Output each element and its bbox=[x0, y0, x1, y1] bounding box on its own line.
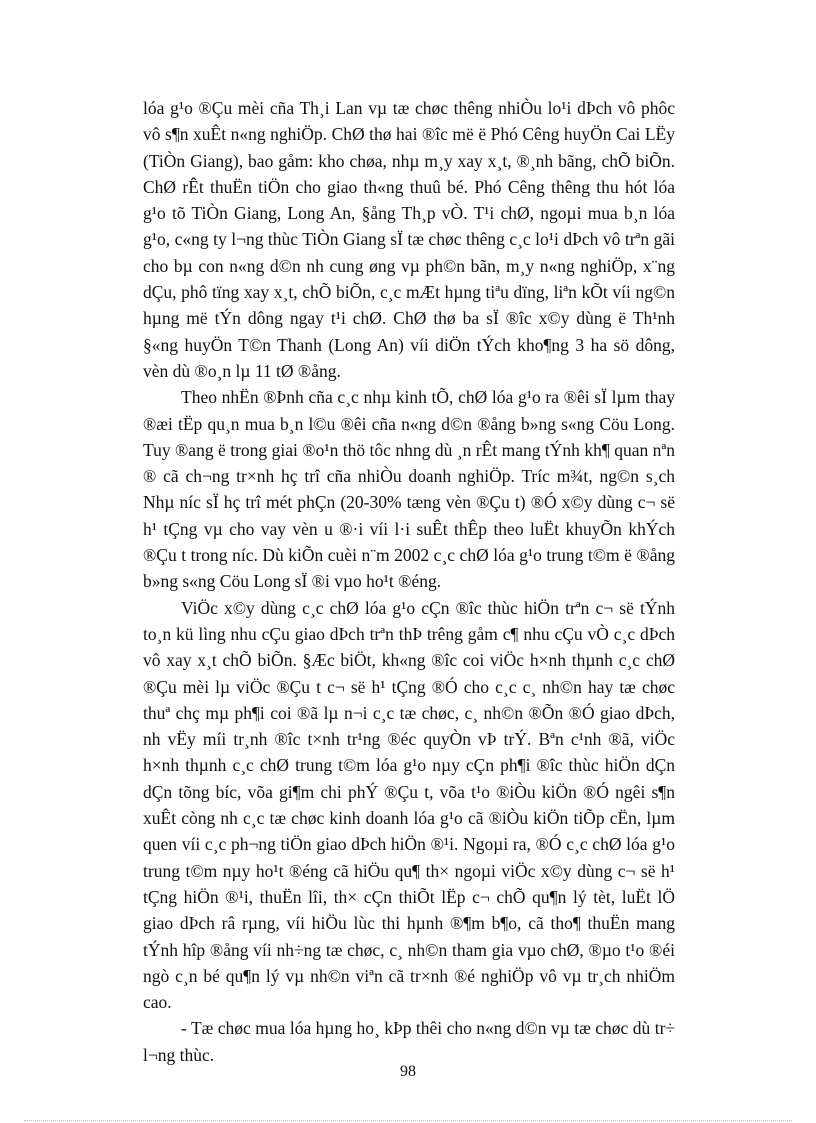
paragraph-economist-opinion: Theo nhËn ®Þnh cña c¸c nhµ kinh tÕ, chØ lóa g¹o ra ®êi sÏ lµm thay ®æi tËp qu¸n mua b¸n l©u ®êi cña n«ng d©n ®ång b»ng s«ng Cöu Long. Tuy ®ang ë trong giai ®o¹n thö tôc nhng dù ¸n rÊt mang tÝnh kh¶ quan nªn ® cã ch¬ng tr×nh hç trî cña nhiÒu doanh nghiÖp. Tríc m¾t, ng©n s¸ch Nhµ níc sÏ hç trî mét phÇn (20-30% tæng vèn ®Çu t) ®Ó x©y dùng c¬ së h¹ tÇng vµ cho vay vèn u ®·i víi l·i suÊt thÊp theo luËt khuyÕn khÝch ®Çu t trong níc. Dù kiÕn cuèi n¨m 2002 c¸c chØ lóa g¹o trung t©m ë ®ång b»ng s«ng Cöu Long sÏ ®i vµo ho¹t ®éng. bbox=[143, 387, 675, 592]
paragraph-market-construction: ViÖc x©y dùng c¸c chØ lóa g¹o cÇn ®îc thùc hiÖn trªn c¬ së tÝnh to¸n kü lìng nhu cÇu giao dÞch trªn thÞ trêng gåm c¶ nhu cÇu vÒ c¸c dÞch vô xay x¸t chÕ biÕn. §Æc biÖt, kh«ng ®îc coi viÖc h×nh thµnh c¸c chØ ®Çu mèi lµ viÖc ®Çu t c¬ së h¹ tÇng ®Ó cho c¸c c¸ nh©n hay tæ chøc thuª chç mµ ph¶i coi ®ã lµ n¬i c¸c tæ chøc, c¸ nh©n ®Õn ®Ó giao dÞch, nh vËy míi tr¸nh ®îc t×nh tr¹ng ®éc quyÒn vÞ trÝ. Bªn c¹nh ®ã, viÖc h×nh thµnh c¸c chØ trung t©m lóa g¹o nµy cÇn ph¶i ®îc thùc hiÖn dÇn dÇn tõng bíc, võa gi¶m chi phÝ ®Çu t, võa t¹o ®iÒu kiÖn ®Ó ngêi s¶n xuÊt còng nh c¸c tæ chøc kinh doanh lóa g¹o cã ®iÒu kiÖn tiÕp cËn, lµm quen víi c¸c ph¬ng tiÖn giao dÞch hiÖn ®¹i. Ngoµi ra, ®Ó c¸c chØ lóa g¹o trung t©m nµy ho¹t ®éng cã hiÖu qu¶ th× ngoµi viÖc x©y dùng c¬ së h¹ tÇng hiÖn ®¹i, thuËn lîi, th× cÇn thiÕt lËp c¬ chÕ qu¶n lý tèt, luËt lÖ giao dÞch râ rµng, víi hiÖu lùc thi hµnh ®¶m b¶o, cã tho¶ thuËn mang tÝnh hîp ®ång víi nh÷ng tæ chøc, c¸ nh©n tham gia vµo chØ, ®µo t¹o ®éi ngò c¸n bé qu¶n lý vµ nh©n viªn cã tr×nh ®é nghiÖp vô vµ tr¸ch nhiÖm cao. bbox=[143, 597, 675, 1013]
paragraph-purchase-organization: - Tæ chøc mua lóa hµng ho¸ kÞp thêi cho n«ng d©n vµ tæ chøc dù tr÷ l¬ng thùc. bbox=[143, 1018, 675, 1065]
paragraph-market-services: lóa g¹o ®Çu mèi cña Th¸i Lan vµ tæ chøc thêng nhiÒu lo¹i dÞch vô phôc vô s¶n xuÊt n«ng nghiÖp. ChØ thø hai ®îc më ë Phó Cêng huyÖn Cai LËy (TiÒn Giang), bao gåm: kho chøa, nhµ m¸y xay x¸t, ®¸nh bãng, chÕ biÕn. ChØ rÊt thuËn tiÖn cho giao th«ng thuû bé. Phó Cêng thêng thu hót lóa g¹o tõ TiÒn Giang, Long An, §ång Th¸p vÒ. T¹i chØ, ngoµi mua b¸n lóa g¹o, c«ng ty l¬ng thùc TiÒn Giang sÏ tæ chøc thêng c¸c lo¹i dÞch vô trªn gãi cho bµ con n«ng d©n nh cung øng vµ ph©n bãn, m¸y n«ng nghiÖp, x¨ng dÇu, phô tïng xay x¸t, chÕ biÕn, c¸c mÆt hµng tiªu dïng, liªn kÕt víi ng©n hµng më tÝn dông ngay t¹i chØ. ChØ thø ba sÏ ®îc x©y dùng ë Th¹nh §«ng huyÖn T©n Thanh (Long An) víi diÖn tÝch kho¶ng 3 ha sö dông, vèn dù ®o¸n lµ 11 tØ ®ång. bbox=[143, 98, 675, 381]
document-body bbox=[143, 95, 675, 1068]
page-bottom-divider bbox=[24, 1120, 792, 1121]
page-number: 98 bbox=[400, 1063, 416, 1080]
